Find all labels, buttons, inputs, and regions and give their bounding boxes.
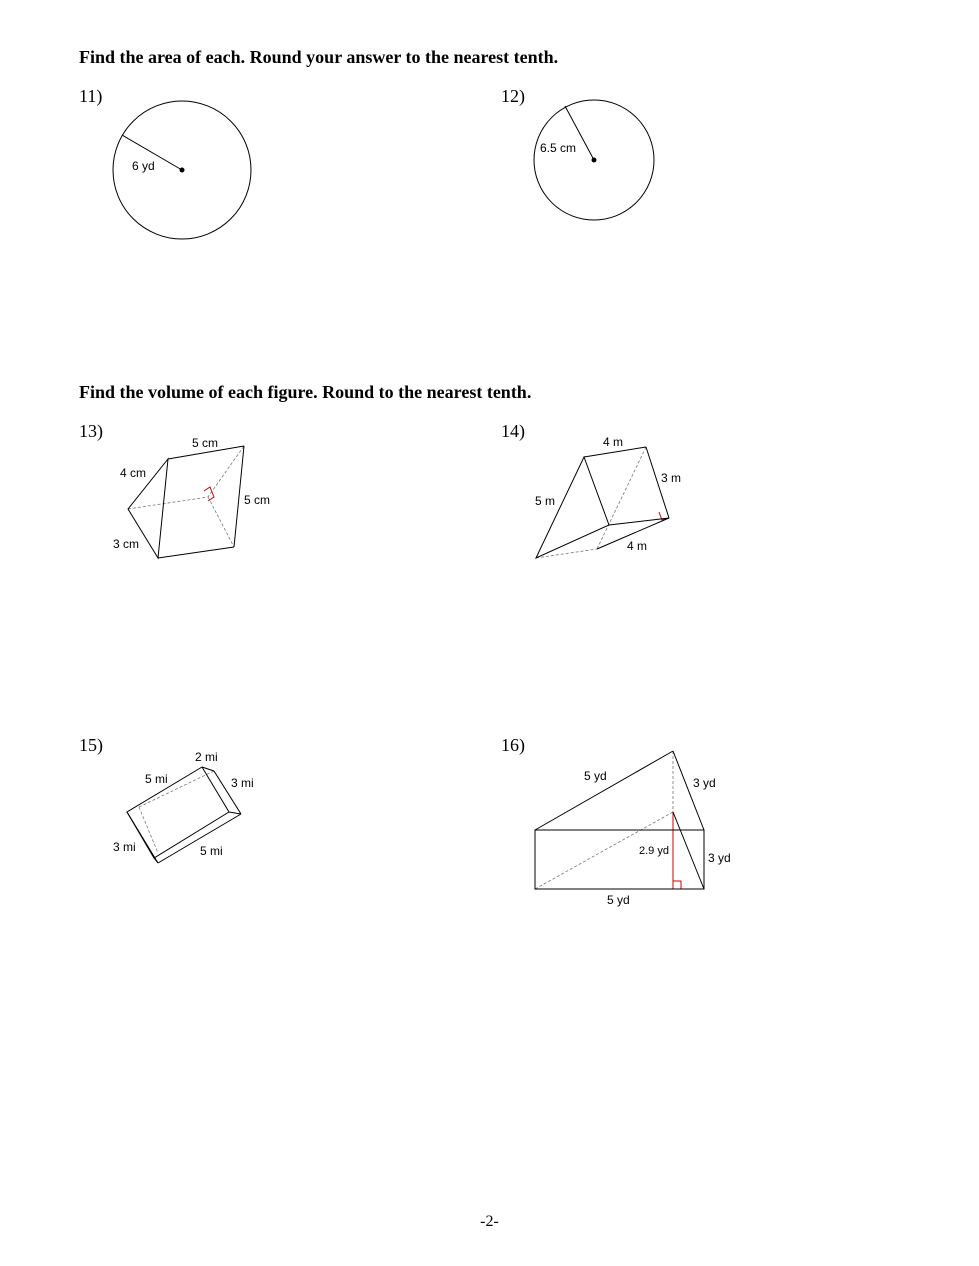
box-edge — [229, 812, 241, 814]
problem-11-circle-figure — [100, 95, 270, 255]
prism-edge — [673, 812, 704, 889]
box-edge — [127, 812, 158, 863]
right-edge — [234, 446, 244, 547]
prism-base-rectangle — [535, 830, 704, 889]
dimension-label: 3 m — [661, 471, 682, 485]
dimension-label: 5 mi — [200, 844, 223, 858]
problem-13-prism-figure — [100, 430, 290, 570]
dimension-label: 4 m — [603, 435, 624, 449]
dimension-label: 5 yd — [607, 893, 630, 907]
dimension-label: 5 m — [535, 494, 556, 508]
problem-14-number: 14) — [501, 421, 525, 441]
problem-15-box-figure — [100, 745, 270, 875]
problem-16-number: 16) — [501, 735, 525, 755]
problem-15-number: 15) — [79, 735, 103, 755]
dimension-label: 3 mi — [231, 776, 254, 790]
right-angle-marker — [673, 881, 681, 889]
problem-16-prism-figure — [525, 745, 745, 915]
prism-edge — [673, 751, 704, 830]
dimension-label: 5 cm — [192, 436, 219, 450]
problem-12-number: 12) — [501, 86, 525, 106]
dimension-label: 5 yd — [584, 769, 607, 783]
problem-14-prism-figure — [525, 430, 705, 570]
problem-12-circle-figure — [525, 95, 665, 230]
center-point — [180, 168, 185, 173]
dimension-label: 3 cm — [113, 537, 140, 551]
radius-label: 6.5 cm — [540, 141, 577, 155]
dimension-label: 4 cm — [120, 466, 147, 480]
bottom-edge — [158, 547, 234, 558]
hidden-edge — [208, 497, 234, 547]
dimension-label: 3 yd — [708, 851, 731, 865]
problem-11-number: 11) — [79, 86, 103, 106]
hidden-edge — [139, 807, 158, 853]
center-point — [592, 158, 597, 163]
area-instruction: Find the area of each. Round your answer to the nearest tenth. — [79, 47, 559, 67]
dimension-label: 5 mi — [145, 772, 168, 786]
volume-instruction: Find the volume of each figure. Round to the nearest tenth. — [79, 382, 532, 402]
dimension-label: 5 cm — [244, 493, 271, 507]
radius-label: 6 yd — [132, 159, 155, 173]
page-number: -2- — [480, 1213, 499, 1230]
hidden-edge — [597, 447, 646, 549]
dimension-label: 2 mi — [195, 750, 218, 764]
dimension-label: 3 mi — [113, 840, 136, 854]
dimension-label: 4 m — [627, 539, 648, 553]
dimension-label: 3 yd — [693, 776, 716, 790]
prism-edge — [535, 751, 673, 830]
dimension-label: 2.9 yd — [639, 845, 669, 857]
problem-13-number: 13) — [79, 421, 103, 441]
